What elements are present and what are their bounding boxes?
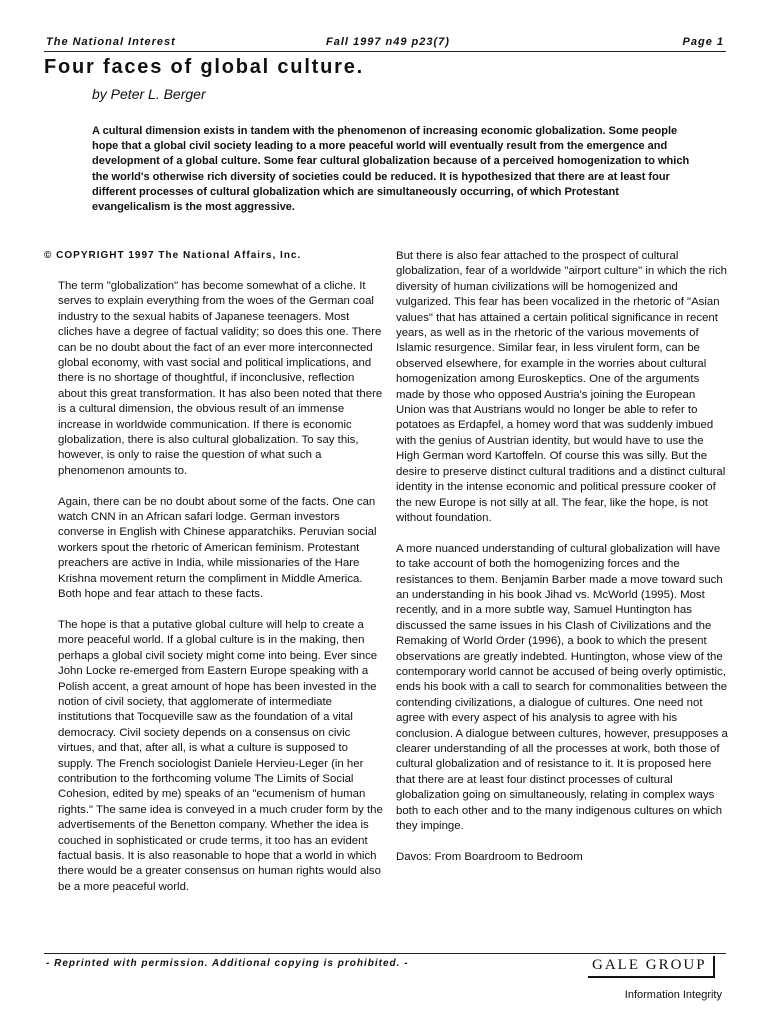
page-number: Page 1 [682,36,724,48]
footer-divider [44,953,726,954]
header-divider [44,51,726,52]
article-byline: by Peter L. Berger [92,86,206,102]
copyright-notice: © COPYRIGHT 1997 The National Affairs, Inc. [44,250,302,261]
article-title: Four faces of global culture. [44,56,365,78]
right-column [396,249,728,881]
left-column [58,279,384,911]
publication-name: The National Interest [46,36,176,48]
article-abstract: A cultural dimension exists in tandem with the phenomenon of increasing economic globalization. Some people hope that a global civil society leading to a more peaceful world will eventually result from the emergence and development of a global culture. Some fear cultural globalization because of a perceived homogenization to which the world's otherwise rich diversity of societies could be reduced. It is hypothesized that there are at least four different processes of cultural globalization which are simultaneously occurring, of which Protestant evangelicalism is the most aggressive. [92,125,690,214]
reprint-notice: - Reprinted with permission. Additional copying is prohibited. - [46,958,409,969]
body-paragraph: A more nuanced understanding of cultural globalization will have to take account of both the homogenizing forces and the resistances to them. Benjamin Barber made a move toward such an understanding in his book Jihad vs. McWorld (1995). Most recently, and in a more subtle way, Samuel Huntington has discussed the same issues in his Clash of Civilizations and the Remaking of World Order (1996), a book to which the present observations are greatly indebted. Huntington, whose view of the contemporary world cannot be accused of being overly optimistic, ends his book with a call to search for commonalities between the contending civilizations, a dialogue of cultures. One need not agree with every aspect of his analysis to agree with his conclusion. A dialogue between cultures, however, presupposes a clearer understanding of all the processes at work, both those of cultural globalization and of resistance to it. It is proposed here that there are at least four distinct processes of cultural globalization going on simultaneously, relating in complex ways both to each other and to the many indigenous cultures on which they impinge. [396,542,728,833]
body-paragraph: But there is also fear attached to the prospect of cultural globalization, fear of a worldwide "airport culture" in which the rich diversity of human civilizations will be homogenized and vulgarized. This fear has been vocalized in the rhetoric of "Asian values" that has attained a certain political significance in recent years, as well as in the rhetoric of the various movements of Islamic resurgence. Similar fear, in less virulent form, can be observed elsewhere, for example in the worries about cultural homogenization among Euroskeptics. One of the arguments made by those who opposed Austria's joining the European Union was that Austrians would no longer be able to refer to potatoes as Erdapfel, a homey word that was suddenly imbued with the genius of Austrian identity, but would have to use the High German word Kartoffeln. Of course this was silly. But the desire to preserve distinct cultural traditions and a distinct cultural identity in the intense economic and political pressure cooker of the new Europe is not silly at all. The fear, like the hope, is not without foundation. [396,250,727,524]
body-paragraph: Again, there can be no doubt about some of the facts. One can watch CNN in an African safari lodge. German investors converse in English with Chinese apparatchiks. Peruvian social workers spout the rhetoric of American feminism. Protestant preachers are active in India, while missionaries of the Hare Krishna movement return the compliment in Middle America. Both hope and fear attach to these facts. [58,495,377,601]
logo-tagline: Information Integrity [624,989,722,1001]
body-paragraph: The hope is that a putative global culture will help to create a more peaceful world. If a global culture is in the making, then perhaps a global civil society might come into being. Ever since John Locke re-emerged from Eastern Europe speaking with a Polish accent, a great amount of hope has been invested in the notion of civil society, that agglomerate of intermediate institutions that Tocqueville saw as the foundation of a vital democracy. Civil society depends on a consensus on civic virtues, and that, after all, is what a culture is supposed to supply. The French sociologist Daniele Hervieu-Leger (in her contribution to the forthcoming volume The Limits of Social Cohesion, edited by me) speaks of an "ecumenism of human rights." The same idea is conveyed in a much cruder form by the advertisements of the Benetton company. Whether the idea is couched in sophisticated or crude terms, it too has an evident factual basis. It is also reasonable to hope that a world in which there would be a greater consensus on human rights would also be a more peaceful world. [58,618,383,893]
running-header [46,36,724,50]
body-paragraph: The term "globalization" has become somewhat of a cliche. It serves to explain everything from the woes of the German coal industry to the sexual habits of Japanese teenagers. Most cliches have a degree of factual validity; so does this one. There can be no doubt about the fact of an ever more interconnected global economy, with vast social and political implications, and there is no shortage of thoughtful, if inconclusive, reflection about this great transformation. It has also been noted that there is a cultural dimension, the obvious result of an immense increase in worldwide communication. If there is economic globalization, there is also cultural globalization. To say this, however, is only to raise the question of what such a phenomenon amounts to. [58,280,383,477]
section-heading: Davos: From Boardroom to Bedroom [396,850,583,863]
gale-group-logo: GALE GROUP [588,956,715,978]
issue-info: Fall 1997 n49 p23(7) [326,36,450,48]
